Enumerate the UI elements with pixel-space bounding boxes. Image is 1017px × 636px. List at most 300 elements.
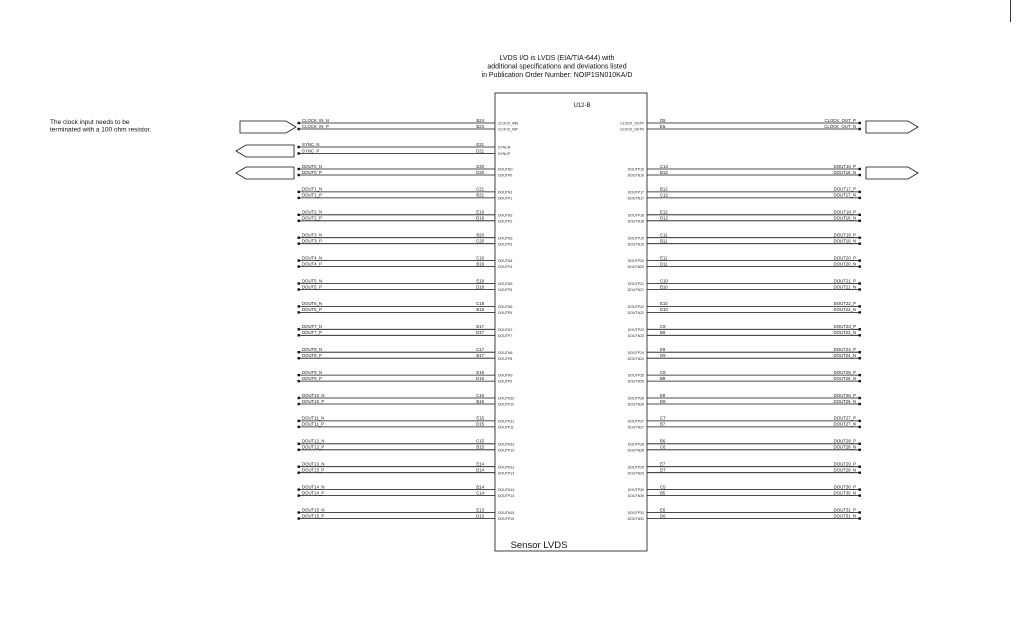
pin-number: B19 <box>476 261 484 267</box>
net-junction <box>859 334 861 336</box>
pin-number: B8 <box>660 375 666 381</box>
pin-name: DOUTP26 <box>627 396 644 401</box>
pin-number: E14 <box>476 461 484 467</box>
pin-name: DOUTN29 <box>627 471 644 476</box>
pin-name: SYNCP <box>498 152 511 157</box>
net-label: DOUT26_P <box>833 392 856 398</box>
net-junction <box>859 397 861 399</box>
pin-number: B23 <box>476 123 484 129</box>
net-junction <box>859 380 861 382</box>
pin-name: DOUTP2 <box>498 219 513 224</box>
pin-number: D17 <box>476 330 484 336</box>
pin-number: B9 <box>660 330 666 336</box>
net-label: DOUT8_N <box>302 347 323 352</box>
net-junction <box>298 168 300 170</box>
pin-number: E17 <box>476 324 484 330</box>
pin-number: C14 <box>476 490 484 496</box>
right-pin-pair <box>628 210 861 224</box>
pin-name: DOUTN8 <box>498 350 513 355</box>
net-junction <box>859 243 861 245</box>
pin-name: DOUTP0 <box>498 173 513 178</box>
pin-name: DOUTP3 <box>498 242 513 247</box>
right-pin-pair <box>628 233 861 247</box>
net-junction <box>859 374 861 376</box>
net-junction <box>298 443 300 445</box>
pin-name: DOUTP5 <box>498 288 513 293</box>
net-junction <box>298 305 300 307</box>
net-junction <box>298 472 300 474</box>
net-label: DOUT18_N <box>833 215 856 221</box>
pin-number: B17 <box>476 353 484 358</box>
pin-name: DOUTP24 <box>627 350 644 355</box>
net-label: DOUT17_N <box>833 192 856 198</box>
net-junction <box>298 397 300 399</box>
pin-name: CLOCK_OUTP <box>620 121 644 126</box>
net-label: DOUT24_N <box>833 353 856 358</box>
pin-name: CLOCK_INN <box>498 121 519 126</box>
pin-number: E7 <box>660 461 666 467</box>
clock-note-line-1: The clock input needs to be <box>50 119 130 126</box>
pin-name: DOUTP19 <box>627 236 644 241</box>
pin-number: E13 <box>476 507 484 513</box>
pin-name: DOUTP29 <box>627 465 644 470</box>
pin-number: D18 <box>476 284 484 290</box>
net-junction <box>859 351 861 353</box>
net-junction <box>859 282 861 284</box>
left-pin-pair <box>298 439 515 453</box>
net-label: CLOCK_OUT_N <box>824 123 856 129</box>
net-label: DOUT10_P <box>302 398 325 404</box>
pin-number: E8 <box>660 392 666 398</box>
pin-number: C19 <box>476 255 484 261</box>
pin-name: DOUTN15 <box>498 511 515 516</box>
pin-number: E16 <box>476 369 484 375</box>
net-label: DOUT5_N <box>302 278 323 284</box>
pin-name: DOUTP16 <box>627 167 644 172</box>
net-junction <box>859 220 861 222</box>
right-pin-pair <box>628 370 861 384</box>
pin-number: B20 <box>476 232 484 238</box>
pin-name: DOUTP18 <box>627 213 644 218</box>
net-junction <box>298 511 300 513</box>
pin-number: D9 <box>660 353 666 358</box>
net-label: DOUT21_N <box>833 284 856 290</box>
net-junction <box>859 259 861 261</box>
net-junction <box>298 380 300 382</box>
pin-name: DOUTN12 <box>498 442 515 447</box>
net-label: DOUT15_N <box>302 507 325 513</box>
header-note <box>482 55 633 79</box>
net-label: DOUT12_N <box>302 438 325 444</box>
net-label: DOUT22_P <box>833 301 856 307</box>
pin-number: E18 <box>476 278 484 284</box>
left-pin-pair <box>298 118 519 132</box>
net-label: DOUT13_N <box>302 461 325 467</box>
net-label: DOUT0_P <box>302 169 322 175</box>
net-junction <box>859 197 861 199</box>
pin-number: E9 <box>660 347 666 352</box>
pin-number: D19 <box>476 215 484 221</box>
net-junction <box>298 488 300 490</box>
pin-number: D15 <box>476 421 484 427</box>
net-label: DOUT19_P <box>833 232 856 238</box>
pin-name: DOUTP8 <box>498 356 513 361</box>
net-label: CLOCK_IN_P <box>302 123 329 129</box>
right-pin-pair <box>628 324 861 338</box>
pin-number: B7 <box>660 421 666 427</box>
net-junction <box>859 511 861 513</box>
net-junction <box>298 214 300 216</box>
net-label: DOUT25_N <box>833 375 856 381</box>
net-label: DOUT21_P <box>833 278 856 284</box>
pin-name: DOUTP7 <box>498 333 513 338</box>
net-junction <box>859 311 861 313</box>
net-label: DOUT27_N <box>833 421 856 427</box>
pin-number: B15 <box>476 444 484 450</box>
pin-name: DOUTN18 <box>627 219 644 224</box>
right-pin-pair <box>628 301 861 315</box>
pin-name: DOUTN13 <box>498 465 515 470</box>
net-label: DOUT9_N <box>302 369 323 375</box>
ic-name: Sensor LVDS <box>510 540 568 551</box>
net-junction <box>298 311 300 313</box>
pin-number: C17 <box>476 347 484 352</box>
pin-name: DOUTN14 <box>498 488 515 493</box>
ic-outline <box>495 93 647 551</box>
pin-number: B21 <box>476 192 484 198</box>
pin-number: E10 <box>660 301 668 307</box>
net-junction <box>859 128 861 130</box>
net-junction <box>859 466 861 468</box>
pin-number: C16 <box>476 392 484 398</box>
pin-number: D16 <box>476 375 484 381</box>
net-label: DOUT7_P <box>302 330 322 336</box>
pin-number: B5 <box>660 490 666 496</box>
net-label: DOUT11_N <box>302 415 325 421</box>
pin-number: E5 <box>660 123 666 129</box>
left-pin-pair <box>298 416 515 430</box>
pin-number: E21 <box>476 141 484 147</box>
right-pin-pair <box>628 278 861 292</box>
net-junction <box>298 128 300 130</box>
pin-number: C7 <box>660 415 666 421</box>
pin-name: DOUTN30 <box>627 494 644 499</box>
right-pin-pair <box>628 484 861 498</box>
net-junction <box>859 420 861 422</box>
dout16-port-arrow <box>866 167 918 179</box>
net-junction <box>298 288 300 290</box>
pin-name: DOUTN0 <box>498 167 513 172</box>
net-label: DOUT20_N <box>833 261 856 267</box>
net-junction <box>298 259 300 261</box>
header-line-1: LVDS I/O is LVDS (EIA/TIA-644) with <box>499 55 615 62</box>
net-junction <box>859 328 861 330</box>
net-label: DOUT22_N <box>833 307 856 313</box>
pin-number: D8 <box>660 398 666 404</box>
right-pin-pair <box>620 118 861 132</box>
pin-number: D21 <box>476 148 484 154</box>
net-label: DOUT30_N <box>833 490 856 496</box>
net-label: DOUT4_P <box>302 261 322 267</box>
net-junction <box>298 122 300 124</box>
left-pin-pair <box>298 301 513 315</box>
net-junction <box>859 168 861 170</box>
net-junction <box>859 305 861 307</box>
net-junction <box>859 214 861 216</box>
left-pin-pair <box>298 393 515 407</box>
pin-number: C11 <box>660 232 668 238</box>
pin-number: D14 <box>476 467 484 473</box>
pin-number: D13 <box>476 513 484 519</box>
net-label: DOUT25_P <box>833 369 856 375</box>
pin-number: B13 <box>660 169 668 175</box>
left-pin-pair <box>298 278 513 292</box>
pin-name: DOUTP12 <box>498 448 515 453</box>
net-label: DOUT29_P <box>833 461 856 467</box>
left-pin-pair <box>298 164 513 178</box>
pin-name: DOUTN19 <box>627 242 644 247</box>
net-junction <box>298 174 300 176</box>
pin-number: C9 <box>660 324 666 330</box>
pin-number: B11 <box>660 238 668 244</box>
net-label: CLOCK_OUT_P <box>824 117 856 123</box>
pin-number: E11 <box>660 255 668 261</box>
pin-name: DOUTN1 <box>498 190 513 195</box>
left-pin-pair <box>298 142 511 156</box>
pin-name: DOUTP27 <box>627 419 644 424</box>
left-pin-pair <box>298 347 513 361</box>
net-label: DOUT3_P <box>302 238 322 244</box>
net-junction <box>859 449 861 451</box>
pin-name: DOUTP20 <box>627 259 644 264</box>
pin-name: DOUTP21 <box>627 282 644 287</box>
pin-number: C18 <box>476 301 484 307</box>
pin-number: D20 <box>476 169 484 175</box>
net-label: DOUT17_P <box>833 186 856 192</box>
pin-name: DOUTP14 <box>498 494 515 499</box>
net-junction <box>298 152 300 154</box>
pin-name: DOUTP31 <box>627 511 644 516</box>
clock-out-port-arrow <box>866 121 918 133</box>
net-label: DOUT6_P <box>302 307 322 313</box>
pin-number: D7 <box>660 467 666 473</box>
pin-number: E12 <box>660 209 668 215</box>
net-junction <box>298 243 300 245</box>
net-label: DOUT30_P <box>833 484 856 490</box>
right-pin-pair <box>628 164 861 178</box>
net-junction <box>859 357 861 359</box>
pin-name: DOUTN21 <box>627 288 644 293</box>
pin-name: DOUTN23 <box>627 333 644 338</box>
right-pin-pair <box>628 462 861 476</box>
pin-name: DOUTP17 <box>627 190 644 195</box>
net-label: DOUT31_P <box>833 507 856 513</box>
net-junction <box>298 265 300 267</box>
net-label: DOUT13_P <box>302 467 325 473</box>
pin-number: E20 <box>476 163 484 169</box>
net-junction <box>298 220 300 222</box>
pin-name: DOUTN24 <box>627 356 644 361</box>
net-label: DOUT20_P <box>833 255 856 261</box>
net-label: DOUT3_N <box>302 232 323 238</box>
net-label: DOUT2_P <box>302 215 322 221</box>
net-junction <box>298 426 300 428</box>
window-edge-divider <box>1010 0 1011 22</box>
pin-name: DOUTN6 <box>498 305 513 309</box>
pin-name: DOUTN17 <box>627 196 644 201</box>
net-junction <box>859 174 861 176</box>
pin-number: C20 <box>476 238 484 244</box>
pin-name: DOUTN10 <box>498 396 515 401</box>
net-label: DOUT4_N <box>302 255 323 261</box>
pin-number: C12 <box>660 192 668 198</box>
right-pin-pair <box>628 507 861 521</box>
right-pin-group <box>620 118 861 521</box>
net-junction <box>859 288 861 290</box>
pin-number: B10 <box>660 284 668 290</box>
pin-name: SYNCN <box>498 145 511 150</box>
pin-name: DOUTN3 <box>498 236 513 241</box>
left-pin-pair <box>298 255 513 269</box>
net-junction <box>298 357 300 359</box>
left-pin-pair <box>298 507 515 521</box>
net-junction <box>859 517 861 519</box>
pin-number: B24 <box>476 117 484 123</box>
net-junction <box>859 265 861 267</box>
net-label: DOUT23_N <box>833 330 856 336</box>
pin-name: DOUTN27 <box>627 425 644 430</box>
net-label: DOUT12_P <box>302 444 325 450</box>
pin-number: C6 <box>660 444 666 450</box>
net-label: DOUT5_P <box>302 284 322 290</box>
dout0-port-arrow <box>236 167 294 179</box>
net-junction <box>298 351 300 353</box>
net-label: DOUT31_N <box>833 513 856 519</box>
sync-port-arrow <box>236 145 294 157</box>
pin-name: DOUTP6 <box>498 311 513 315</box>
left-pin-group <box>298 118 519 521</box>
pin-name: DOUTP28 <box>627 442 644 447</box>
pin-name: DOUTP4 <box>498 265 513 270</box>
net-junction <box>298 334 300 336</box>
pin-number: B12 <box>660 186 668 192</box>
pin-name: DOUTN22 <box>627 311 644 315</box>
net-label: DOUT9_P <box>302 375 322 381</box>
net-label: DOUT6_N <box>302 301 323 307</box>
net-label: DOUT24_P <box>833 347 856 352</box>
net-junction <box>859 237 861 239</box>
net-label: DOUT15_P <box>302 513 325 519</box>
net-label: DOUT27_P <box>833 415 856 421</box>
net-junction <box>298 237 300 239</box>
net-label: DOUT1_N <box>302 186 323 192</box>
header-line-2: additional specifications and deviations listed <box>487 63 627 71</box>
pin-number: B18 <box>476 307 484 313</box>
pin-name: DOUTN26 <box>627 402 644 407</box>
net-junction <box>859 443 861 445</box>
net-label: DOUT14_N <box>302 484 325 490</box>
pin-number: C8 <box>660 369 666 375</box>
left-pin-pair <box>298 187 513 201</box>
left-pin-pair <box>298 370 513 384</box>
right-pin-pair <box>628 255 861 269</box>
pin-name: DOUTN16 <box>627 173 644 178</box>
left-pin-pair <box>298 484 515 498</box>
pin-name: DOUTP15 <box>498 517 515 522</box>
net-junction <box>298 466 300 468</box>
pin-number: E6 <box>660 507 666 513</box>
pin-name: DOUTP22 <box>627 305 644 309</box>
net-label: DOUT23_P <box>833 324 856 330</box>
net-junction <box>298 403 300 405</box>
left-pin-pair <box>298 233 513 247</box>
net-junction <box>859 191 861 193</box>
net-label: DOUT0_N <box>302 163 323 169</box>
net-label: DOUT7_N <box>302 324 323 330</box>
pin-name: DOUTP10 <box>498 402 515 407</box>
net-junction <box>859 122 861 124</box>
net-junction <box>859 488 861 490</box>
left-pin-pair <box>298 324 513 338</box>
pin-name: DOUTP11 <box>498 425 514 430</box>
net-label: DOUT1_P <box>302 192 322 198</box>
pin-name: DOUTN7 <box>498 327 513 332</box>
pin-name: DOUTP9 <box>498 379 513 384</box>
net-label: DOUT26_N <box>833 398 856 404</box>
net-junction <box>298 328 300 330</box>
pin-number: C21 <box>476 186 484 192</box>
net-label: DOUT16_P <box>833 163 856 169</box>
pin-number: D12 <box>660 215 668 221</box>
pin-name: DOUTN4 <box>498 259 513 264</box>
pin-name: DOUTP13 <box>498 471 515 476</box>
net-label: CLOCK_IN_N <box>302 117 329 123</box>
net-label: DOUT11_P <box>302 421 324 427</box>
net-junction <box>859 494 861 496</box>
ic-body <box>495 93 647 551</box>
pin-number: C5 <box>660 484 666 490</box>
pin-name: DOUTN31 <box>627 517 644 522</box>
pin-number: C13 <box>660 163 668 169</box>
pin-name: CLOCK_INP <box>498 127 518 132</box>
net-junction <box>298 146 300 148</box>
net-junction <box>298 374 300 376</box>
net-junction <box>298 420 300 422</box>
net-junction <box>298 449 300 451</box>
right-pin-pair <box>628 187 861 201</box>
net-label: DOUT10_N <box>302 392 325 398</box>
pin-number: D6 <box>660 513 666 519</box>
right-pin-pair <box>628 416 861 430</box>
clock-in-port-arrow <box>240 121 296 133</box>
left-pin-pair <box>298 210 513 224</box>
pin-name: DOUTP23 <box>627 327 644 332</box>
net-junction <box>298 517 300 519</box>
net-label: DOUT28_P <box>833 438 856 444</box>
pin-name: CLOCK_OUTN <box>620 127 644 132</box>
net-label: DOUT28_N <box>833 444 856 450</box>
pin-name: DOUTN20 <box>627 265 644 270</box>
net-label: DOUT14_P <box>302 490 325 496</box>
header-line-3: in Publication Order Number: NOIP1SN010KA/D <box>481 72 633 79</box>
net-junction <box>298 197 300 199</box>
pin-name: DOUTP1 <box>498 196 513 201</box>
pin-number: B6 <box>660 438 666 444</box>
pin-name: DOUTP25 <box>627 373 644 378</box>
pin-number: B14 <box>476 484 484 490</box>
net-label: DOUT8_P <box>302 353 322 358</box>
pin-number: D11 <box>660 261 668 267</box>
